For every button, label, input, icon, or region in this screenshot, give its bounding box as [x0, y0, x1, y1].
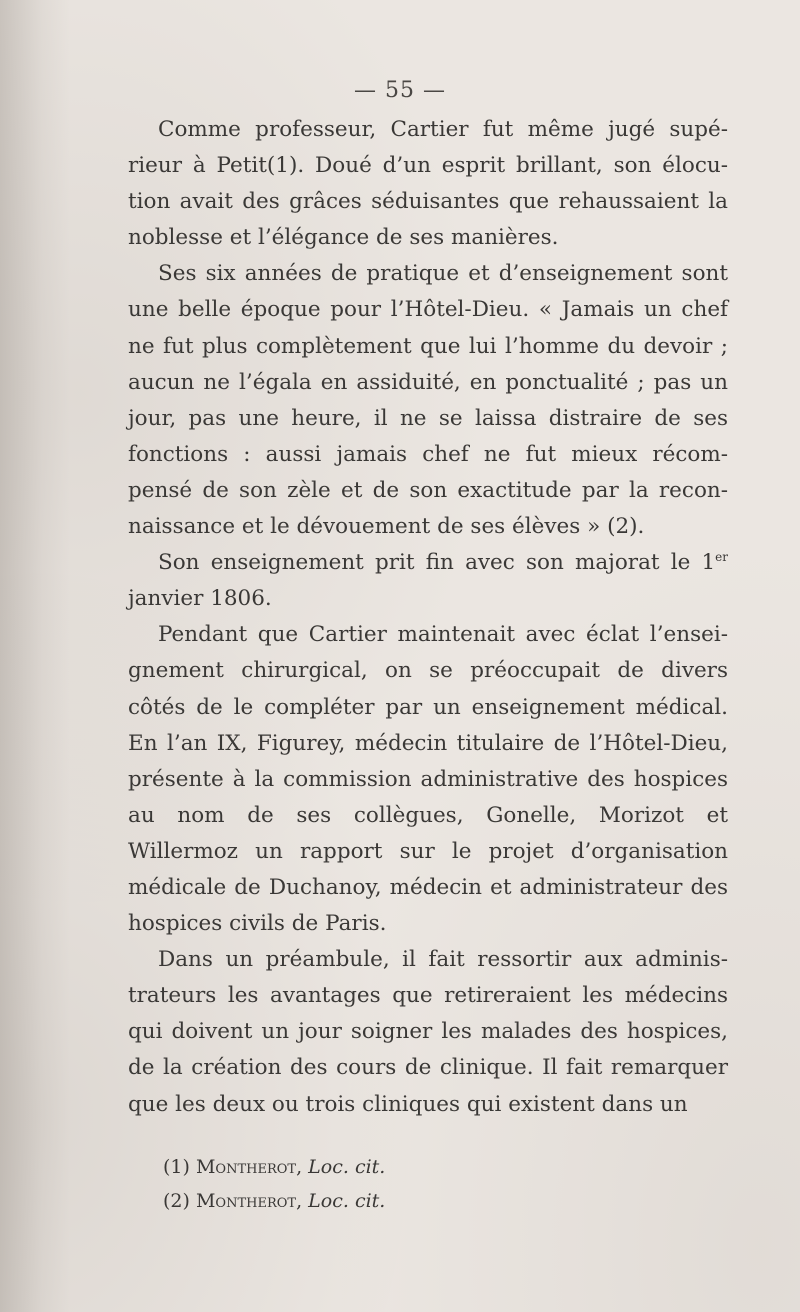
body-text: [128, 112, 728, 1123]
footnote-author: Montherot: [195, 1190, 297, 1212]
paragraph-3-date: janvier 1806.: [128, 586, 272, 612]
paragraph-1: Comme professeur, Cartier fut même jugé supé- rieur à Petit(1). Doué d’un esprit brillant, son élocu- tion avait des grâces séduisantes que rehaussaient la noblesse et l’élégance de ses manières.: [128, 117, 728, 251]
paragraph-5: Dans un préambule, il fait ressortir aux adminis- trateurs les avantages que retireraient les médecins qui doivent un jour soigner les malades des hospices, de la création des cours de clinique. Il fait remarquer que les deux ou trois cliniques qui existent dans un: [128, 947, 728, 1117]
footnotes: [163, 1150, 723, 1218]
footnote-2: (2) Montherot, Loc. cit.: [163, 1190, 386, 1212]
page-number: — 55 —: [354, 78, 446, 103]
page-edge-shadow: [0, 0, 70, 1312]
paragraph-3: [128, 545, 728, 617]
footnote-marker: (2): [163, 1190, 190, 1212]
footnote-marker: (1): [163, 1156, 190, 1178]
footnote-reference: Loc. cit.: [308, 1156, 386, 1178]
ordinal-superscript: er: [715, 549, 728, 564]
paragraph-2: Ses six années de pratique et d’enseignement sont une belle époque pour l’Hôtel-Dieu. « Jamais un chef ne fut plus complètement que lui l’homme du devoir ; aucun ne l’égala en assiduité, en ponctualité ; pas un jour, pas une heure, il ne se laissa distraire de ses fonctions : aussi jamais chef ne fut mieux récom- pensé de son zèle et de son exactitude par la recon- naissance et le dévouement de ses élèves » (2).: [128, 261, 728, 540]
footnote-reference: Loc. cit.: [308, 1190, 386, 1212]
paragraph-4: Pendant que Cartier maintenait avec éclat l’ensei- gnement chirurgical, on se préoccupait de divers côtés de le compléter par un enseignement médical. En l’an IX, Figurey, médecin titulaire de l’Hôtel-Dieu, présente à la commission administrative des hospices au nom de ses collègues, Gonelle, Morizot et Willermoz un rapport sur le projet d’organisation médicale de Duchanoy, médecin et administrateur des hospices civils de Paris.: [128, 622, 728, 937]
footnote-author: Montherot: [195, 1156, 297, 1178]
footnote-1: (1) Montherot, Loc. cit.: [163, 1156, 386, 1178]
paragraph-3-text: Son enseignement prit fin avec son majorat le 1: [158, 550, 716, 576]
